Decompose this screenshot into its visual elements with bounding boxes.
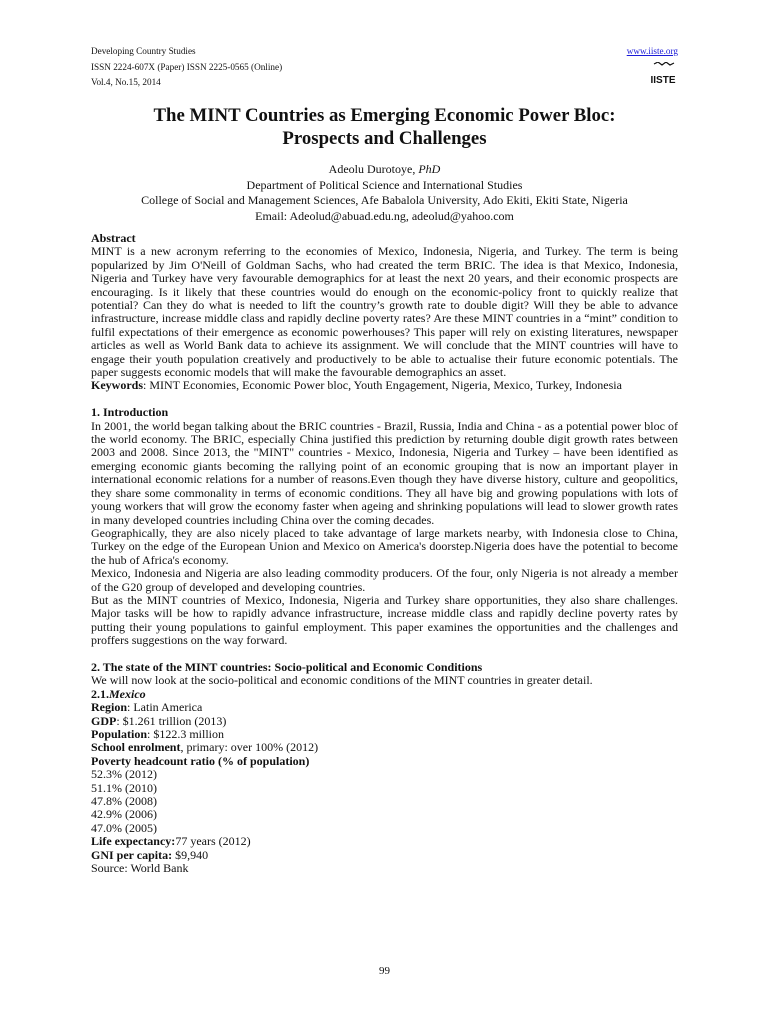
- keywords-list: : MINT Economies, Economic Power bloc, Youth Engagement, Nigeria, Mexico, Turkey, Indonesia: [143, 378, 622, 393]
- intro-paragraph-4: But as the MINT countries of Mexico, Indonesia, Nigeria and Turkey share opportunities, they also share challenges. Major tasks will be how to rapidly advance infrastructure, increase middle class and rapidly decline poverty rates by putting their young populations to gainful employment. This paper examines the opportunities and the challenges and proffers suggestions on the way forward.: [91, 592, 678, 648]
- school-value: , primary: over 100% (2012): [180, 740, 319, 755]
- iiste-logo: [648, 62, 678, 86]
- keywords-label: Keywords: [91, 378, 143, 393]
- subsection-heading: [91, 688, 678, 701]
- poverty-value: 47.8% (2008): [91, 794, 157, 809]
- life-label: Life expectancy:: [91, 834, 176, 849]
- author-block: [91, 162, 678, 224]
- poverty-value: 42.9% (2006): [91, 807, 157, 822]
- intro-paragraph-2: Geographically, they are also nicely placed to take advantage of large markets nearby, with Indonesia close to China, Turkey on the edge of the European Union and Mexico on America's doorstep.Nigeria does have the potential to become the hub of Africa's economy.: [91, 525, 678, 567]
- intro-paragraph-1: In 2001, the world began talking about the BRIC countries - Brazil, Russia, India and China - as a potential power bloc of the world economy. The BRIC, especially China justified this prediction by returning double digit growth rates between 2003 and 2008. Since 2013, the "MINT" countries - Mexico, Indonesia, Nigeria and Turkey – have been identified as emerging economic giants becoming the rallying point of an economic grouping that is now an important player in international economic relations for a number of reasons.Even though they have diverse history, culture and geopolitics, they share some commonality in terms of economic conditions. They all have big and growing populations with lots of young workers that will grow the economy faster when ageing and shrinking populations will lead to slower growth rates in many developed countries including China over the coming decades.: [91, 418, 678, 527]
- author-college: College of Social and Management Sciences, Afe Babalola University, Ado Ekiti, Ekiti State, Nigeria: [141, 193, 628, 207]
- life-expectancy-row: [91, 835, 678, 848]
- poverty-label: Poverty headcount ratio (% of population): [91, 753, 310, 768]
- region-label: Region: [91, 700, 127, 715]
- population-value: : $122.3 million: [147, 727, 225, 741]
- gni-row: [91, 849, 678, 862]
- region-row: [91, 701, 678, 714]
- paper-body: [91, 232, 678, 875]
- section2-intro: We will now look at the socio-political and economic conditions of the MINT countries in greater detail.: [91, 673, 593, 688]
- logo-text: IISTE: [650, 74, 676, 86]
- gdp-row: [91, 715, 678, 728]
- school-label: School enrolment: [91, 740, 181, 755]
- author-degree: PhD: [418, 162, 441, 176]
- journal-info: [91, 44, 282, 91]
- gni-label: GNI per capita:: [91, 847, 173, 862]
- author-line: [91, 162, 678, 178]
- subsection-number: 2.1.: [91, 686, 109, 701]
- intro-heading: 1. Introduction: [91, 405, 169, 420]
- author-email: Email: Adeolud@abuad.edu.ng, adeolud@yahoo.com: [255, 208, 514, 223]
- journal-brand: [627, 44, 678, 86]
- life-value: 77 years (2012): [175, 834, 251, 849]
- poverty-value: 51.1% (2010): [91, 780, 157, 795]
- subsection-name: Mexico: [109, 686, 146, 701]
- abstract-text: MINT is a new acronym referring to the economies of Mexico, Indonesia, Nigeria, and Turkey. The term is being popularized by Jim O'Neill of Goldman Sachs, who had created the term BRIC. The idea is that Mexico, Indonesia, Nigeria and Turkey have very favourable demographics for at least the next 20 years, and their economic prospects are encouraging. Is it likely that these countries would do enough on the economic-policy front to quickly realize that potential? Can they do what is needed to lift the country’s growth rate to double digit? Will they be able to advance infrastructure, increase middle class and rapidly decline poverty rates? Are these MINT countries in a “mint” condition to fulfil expectations of their emergence as economic powerhouses? This paper will rely on existing literatures, newspaper articles as well as World Bank data to achieve its assignment. We will conclude that the MINT countries will have to engage their youth population creatively and productively to be able to actualise their future economic potentials. The paper suggests economic models that will make the favourable demographics an asset.: [91, 244, 678, 380]
- population-row: [91, 728, 678, 741]
- section2-heading: 2. The state of the MINT countries: Socio-political and Economic Conditions: [91, 659, 483, 674]
- journal-name: Developing Country Studies: [91, 46, 196, 56]
- gni-value: $9,940: [172, 847, 209, 862]
- school-row: [91, 741, 678, 754]
- gdp-label: GDP: [91, 713, 117, 728]
- journal-volume: Vol.4, No.15, 2014: [91, 77, 161, 87]
- intro-paragraph-3: Mexico, Indonesia and Nigeria are also leading commodity producers. Of the four, only Nigeria is not already a member of the G20 group of developed and developing countries.: [91, 566, 678, 594]
- journal-issn: ISSN 2224-607X (Paper) ISSN 2225-0565 (Online): [91, 61, 283, 72]
- title-line-2: Prospects and Challenges: [282, 128, 487, 149]
- keywords: [91, 379, 678, 392]
- gdp-value: : $1.261 trillion (2013): [116, 713, 227, 728]
- author-department: Department of Political Science and International Studies: [246, 177, 523, 192]
- abstract-heading: Abstract: [91, 231, 136, 245]
- author-name: Adeolu Durotoye,: [328, 162, 419, 176]
- paper-title: [91, 104, 678, 150]
- poverty-value: 52.3% (2012): [91, 767, 157, 782]
- journal-url-link[interactable]: www.iiste.org: [626, 46, 678, 56]
- poverty-value: 47.0% (2005): [91, 820, 157, 835]
- region-value: : Latin America: [127, 700, 203, 715]
- journal-header: [91, 44, 678, 94]
- population-label: Population: [91, 727, 148, 741]
- page-number: 99: [379, 965, 390, 977]
- title-line-1: The MINT Countries as Emerging Economic Power Bloc:: [153, 105, 616, 126]
- source-note: Source: World Bank: [91, 861, 189, 876]
